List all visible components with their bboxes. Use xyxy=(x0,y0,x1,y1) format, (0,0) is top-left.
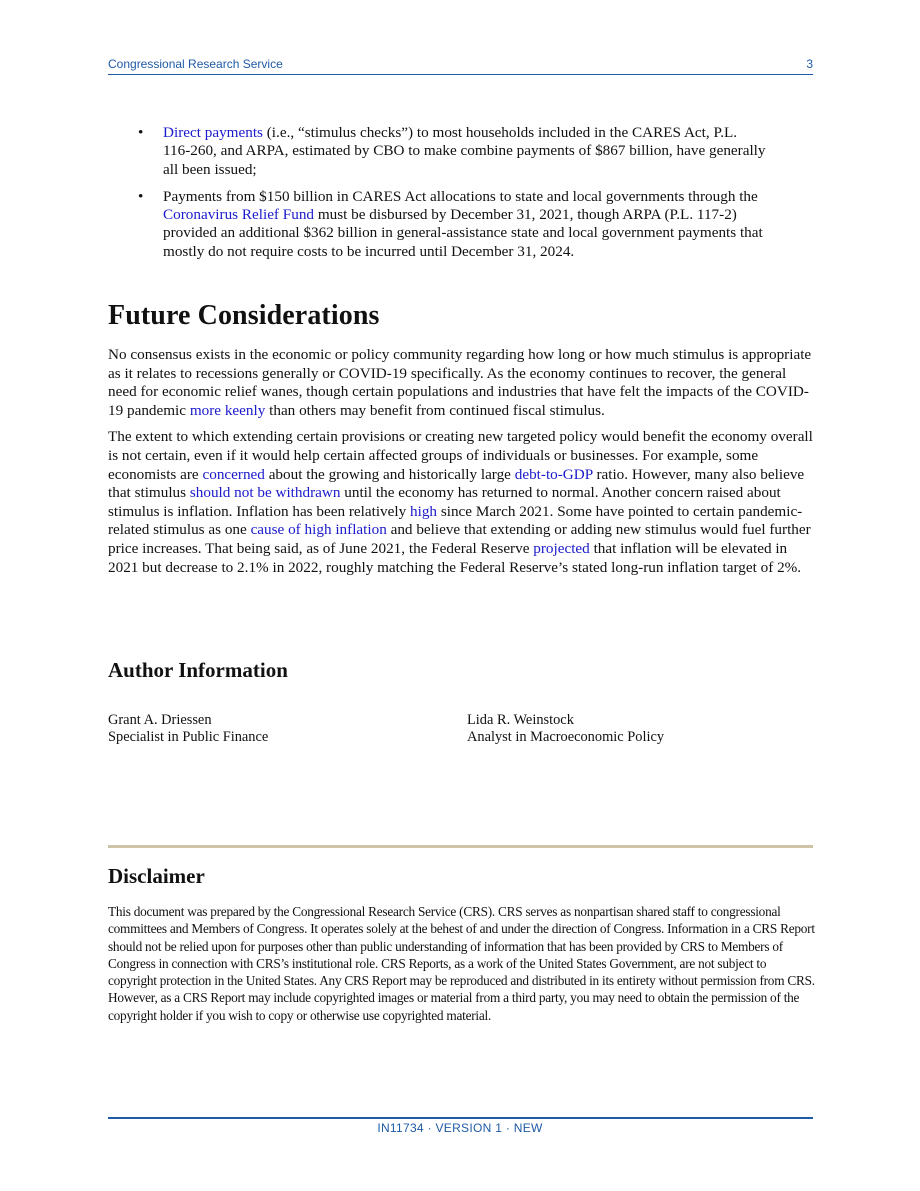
stimulus-bullet-list xyxy=(108,124,768,270)
paragraph-text: The extent to which extending certain provisions or creating new targeted policy would benefit the economy overall is not certain, even if it would help certain affected groups of individuals or businesses. For example, some economists are xyxy=(108,428,813,483)
header-page-number: 3 xyxy=(806,57,813,71)
bullet-direct-payments xyxy=(108,124,768,179)
paragraph-text: than others may benefit from continued fiscal stimulus. xyxy=(265,401,605,419)
author-block xyxy=(467,712,664,747)
header-publisher: Congressional Research Service xyxy=(108,57,283,71)
disclaimer-heading: Disclaimer xyxy=(108,864,205,888)
page-footer: IN11734 · VERSION 1 · NEW xyxy=(377,1121,543,1135)
bullet-dot-icon: • xyxy=(138,124,144,141)
footer-divider xyxy=(108,1117,813,1119)
paragraph-text: until the economy has returned to normal. Another concern raised about stimulus is inflation. Inflation has been relatively xyxy=(108,484,781,520)
bullet-text: Payments from $150 billion in CARES Act allocations to state and local governments through the xyxy=(163,187,758,205)
should-not-be-withdrawn-link[interactable]: should not be withdrawn xyxy=(189,484,341,502)
author-information-heading: Author Information xyxy=(108,658,288,682)
author-title: Analyst in Macroeconomic Policy xyxy=(467,729,665,746)
paragraph-text: and believe that extending or adding new stimulus would fuel further price increases. That being said, as of June 2021, the Federal Reserve xyxy=(108,521,811,557)
paragraph-text: that inflation will be elevated in 2021 but decrease to 2.1% in 2022, roughly matching the Federal Reserve’s stated long-run inflation target of 2%. xyxy=(108,539,802,576)
disclaimer-text: This document was prepared by the Congressional Research Service (CRS). CRS serves as nonpartisan shared staff to congressional committees and Members of Congress. It operates solely at the behest of and under the direction of Congress. Information in a CRS Report should not be relied upon for purposes other than public understanding of information that has been provided by CRS to Members of Congress in connection with CRS’s institutional role. CRS Reports, as a work of the United States Government, are not subject to copyright protection in the United States. Any CRS Report may be reproduced and distributed in its entirety without permission from CRS. However, as a CRS Report may include copyrighted images or material from a third party, you may need to obtain the permission of the copyright holder if you wish to copy or otherwise use copyrighted material. xyxy=(108,904,815,1023)
future-considerations-heading: Future Considerations xyxy=(108,300,380,331)
projected-link[interactable]: projected xyxy=(533,539,590,557)
author-name: Grant A. Driessen xyxy=(108,712,212,728)
author-title: Specialist in Public Finance xyxy=(108,729,269,746)
paragraph xyxy=(108,346,813,420)
paragraph-text: about the growing and historically large xyxy=(264,465,515,483)
more-keenly-link[interactable]: more keenly xyxy=(189,401,266,419)
concerned-link[interactable]: concerned xyxy=(202,465,265,483)
author-block xyxy=(108,712,268,747)
bullet-text: must be disbursed by December 31, 2021, though ARPA (P.L. 117-2) provided an additional $362 billion in general-assistance state and local government payments that mostly do not require costs to be incurred until December 31, 2024. xyxy=(163,206,763,260)
cause-of-high-inflation-link[interactable]: cause of high inflation xyxy=(250,521,387,539)
direct-payments-link[interactable]: Direct payments xyxy=(163,124,263,141)
bullet-relief-fund xyxy=(108,188,768,261)
bullet-dot-icon: • xyxy=(138,187,144,205)
paragraph-text: since March 2021. Some have pointed to certain pandemic-related stimulus as one xyxy=(108,502,803,539)
coronavirus-relief-fund-link[interactable]: Coronavirus Relief Fund xyxy=(163,206,315,224)
page-header xyxy=(108,56,813,75)
future-considerations-body xyxy=(108,346,813,585)
author-name: Lida R. Weinstock xyxy=(467,712,574,728)
paragraph xyxy=(108,428,813,577)
section-divider xyxy=(108,845,813,848)
paragraph-text: ratio. However, many also believe that stimulus xyxy=(108,465,805,502)
bullet-text: (i.e., “stimulus checks”) to most households included in the CARES Act, P.L. 116-260, and ARPA, estimated by CBO to make combine payments of $867 billion, have generally all been issued; xyxy=(163,124,766,178)
debt-to-gdp-link[interactable]: debt-to-GDP xyxy=(514,465,593,483)
paragraph-text: No consensus exists in the economic or policy community regarding how long or how much stimulus is appropriate as it relates to recessions generally or COVID-19 specifically. As the economy continues to recover, the general need for economic relief wanes, though certain populations and industries that have felt the impacts of the COVID-19 pandemic xyxy=(108,346,812,419)
high-link[interactable]: high xyxy=(410,502,438,520)
